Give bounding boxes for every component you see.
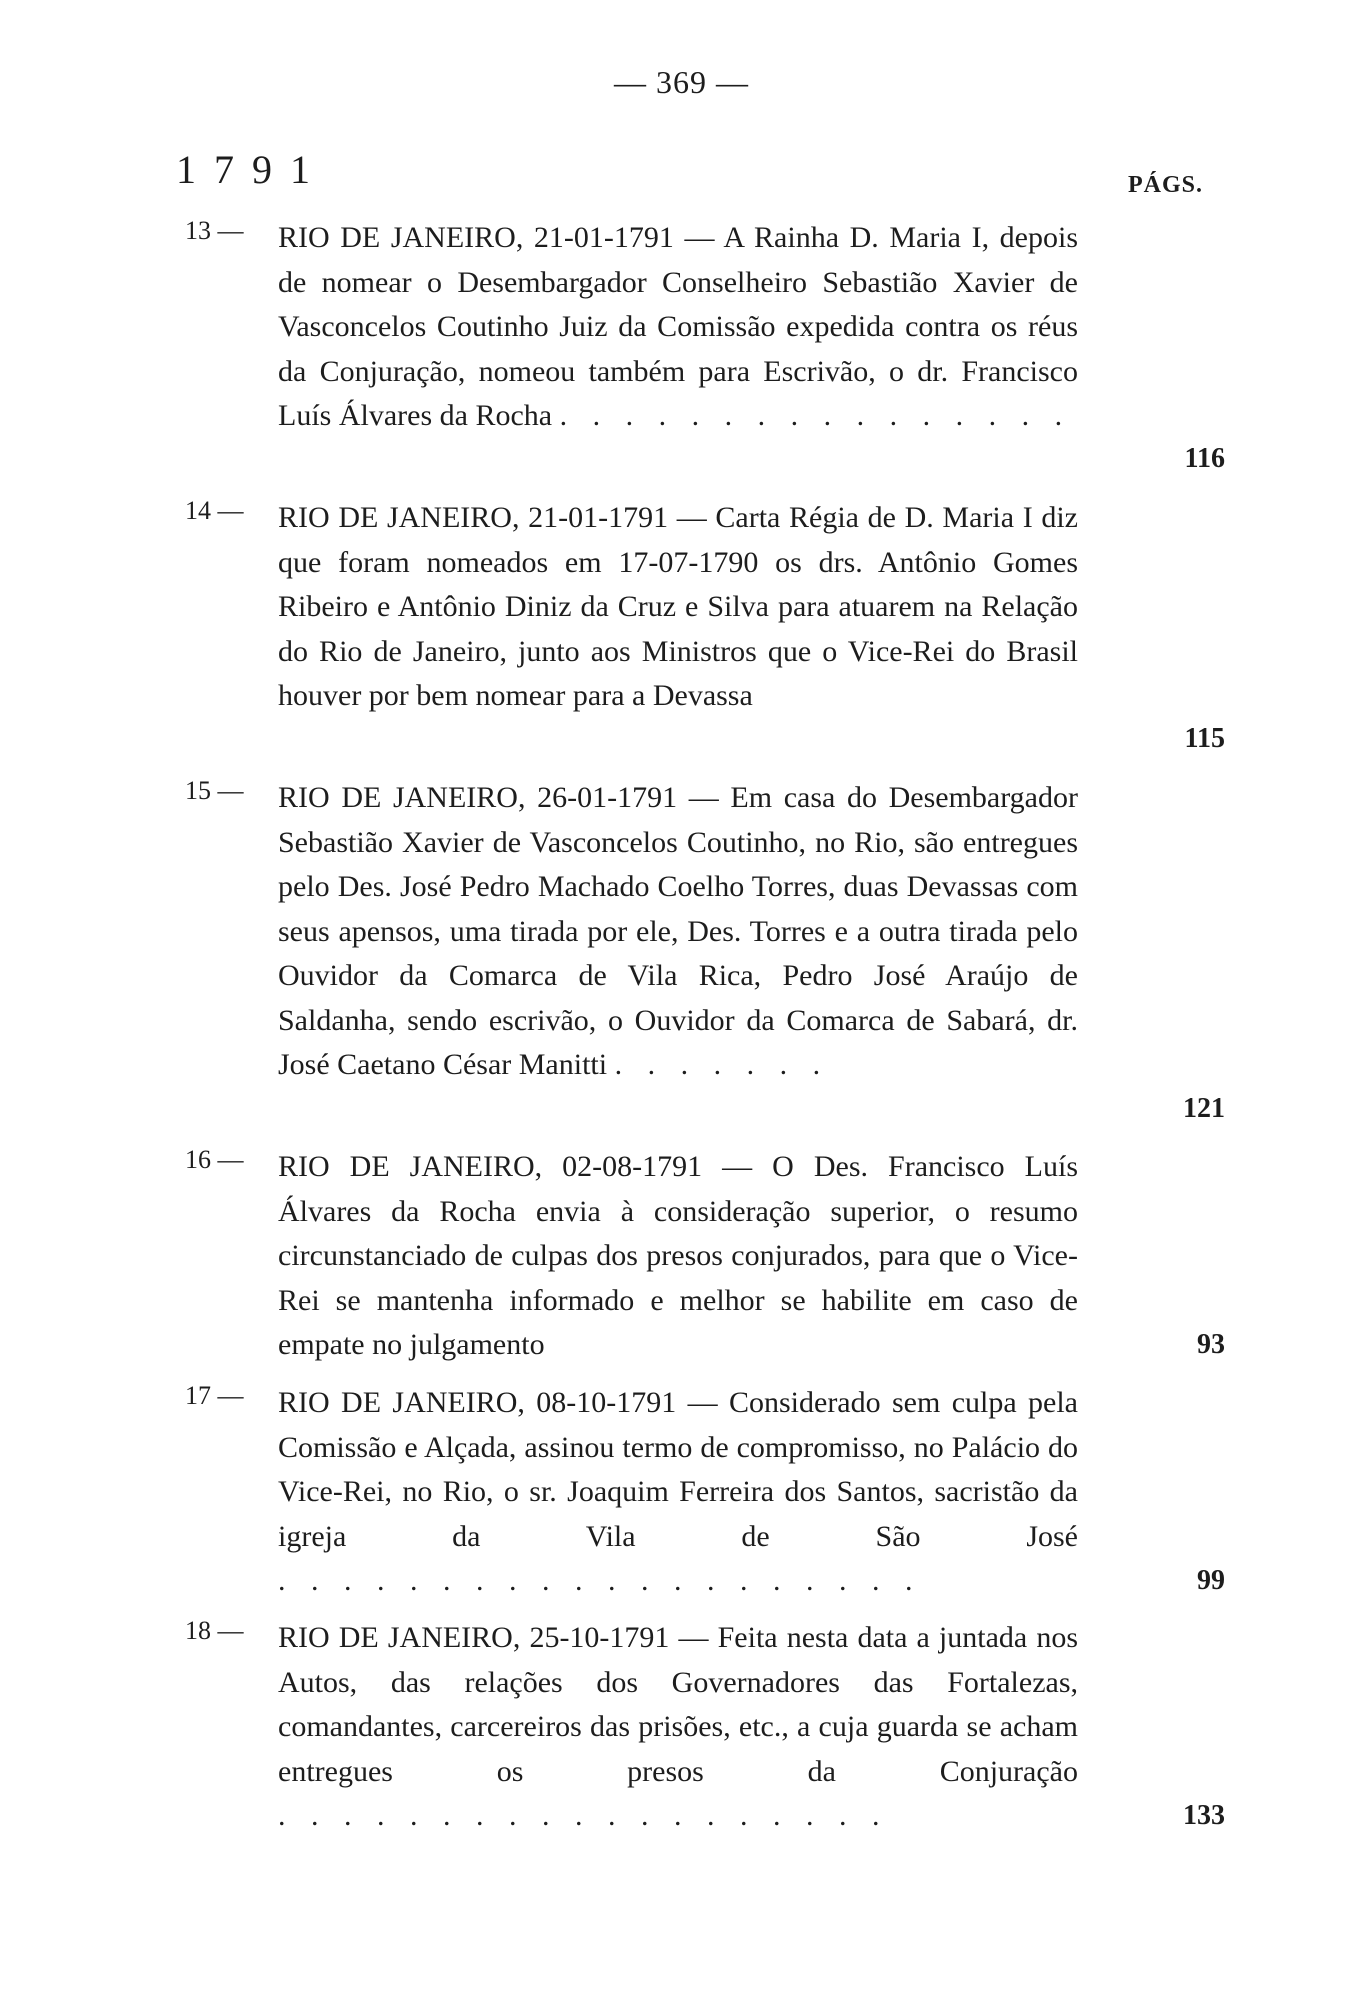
leader-dots: . . . . . . . . . . . . . . . . — [559, 399, 1072, 432]
pages-column-header: PÁGS. — [1128, 172, 1204, 198]
entry-number: 16 — — [185, 1145, 244, 1174]
entry-17 — [0, 1381, 1363, 1603]
entry-number: 17 — — [185, 1381, 244, 1410]
entry-text — [278, 1145, 1078, 1368]
section-year: 1791 — [176, 147, 328, 192]
entry-text — [278, 216, 1078, 439]
entry-page-ref: 116 — [1184, 442, 1225, 474]
entry-16 — [0, 1145, 1363, 1367]
entry-page-ref: 99 — [1197, 1564, 1225, 1596]
entry-number: 15 — — [185, 776, 244, 805]
entry-14 — [0, 496, 1363, 761]
leader-dots: . . . . . . . . . . . . . . . . . . . — [278, 1799, 889, 1832]
leader-dots: . . . . . . . . . . . . . . . . . . . . — [278, 1564, 922, 1597]
entry-description: RIO DE JANEIRO, 25-10-1791 — Feita nesta data a juntada nos Autos, das relações dos Governadores das Fortalezas, comandantes, carcereiros das prisões, etc., a cuja guarda se acham entregues os presos da Conjuração — [278, 1621, 1078, 1788]
entry-description: RIO DE JANEIRO, 02-08-1791 — O Des. Francisco Luís Álvares da Rocha envia à consideração superior, o resumo circunstanciado de culpas dos presos conjurados, para que o Vice-Rei se mantenha informado e melhor se habilite em caso de empate no julgamento — [278, 1150, 1078, 1361]
entry-number: 13 — — [185, 216, 244, 245]
entry-page-ref: 121 — [1183, 1092, 1225, 1124]
entry-page-ref: 115 — [1184, 722, 1225, 754]
entry-description: RIO DE JANEIRO, 08-10-1791 — Considerado sem culpa pela Comissão e Alçada, assinou termo de compromisso, no Palácio do Vice-Rei, no Rio, o sr. Joaquim Ferreira dos Santos, sacristão da igreja da Vila de São José — [278, 1386, 1078, 1553]
entry-number: 14 — — [185, 496, 244, 525]
entry-text — [278, 776, 1078, 1088]
page-number: — 369 — — [614, 64, 749, 100]
entry-text — [278, 496, 1078, 719]
entry-18 — [0, 1616, 1363, 1838]
entry-number: 18 — — [185, 1616, 244, 1645]
entry-text — [278, 1616, 1078, 1839]
entry-description: RIO DE JANEIRO, 26-01-1791 — Em casa do Desembargador Sebastião Xavier de Vasconcelos Coutinho, no Rio, são entregues pelo Des. José Pedro Machado Coelho Torres, duas Devassas com seus apensos, uma tirada por ele, Des. Torres e a outra tirada pelo Ouvidor da Comarca de Vila Rica, Pedro José Araújo de Saldanha, sendo escrivão, o Ouvidor da Comarca de Sabará, dr. José Caetano César Manitti — [278, 781, 1078, 1081]
entry-13 — [0, 216, 1363, 481]
leader-dots: . . . . . . . — [614, 1048, 830, 1081]
entry-page-ref: 133 — [1183, 1799, 1225, 1831]
entry-text — [278, 1381, 1078, 1604]
entry-15 — [0, 776, 1363, 1131]
entry-description: RIO DE JANEIRO, 21-01-1791 — Carta Régia de D. Maria I diz que foram nomeados em 17-07-1790 os drs. Antônio Gomes Ribeiro e Antônio Diniz da Cruz e Silva para atuarem na Relação do Rio de Janeiro, junto aos Ministros que o Vice-Rei do Brasil houver por bem nomear para a Devassa — [278, 501, 1078, 712]
entry-description: RIO DE JANEIRO, 21-01-1791 — A Rainha D. Maria I, depois de nomear o Desembargador Conselheiro Sebastião Xavier de Vasconcelos Coutinho Juiz da Comissão expedida contra os réus da Conjuração, nomeou também para Escrivão, o dr. Francisco Luís Álvares da Rocha — [278, 221, 1078, 432]
entry-page-ref: 93 — [1197, 1328, 1225, 1360]
